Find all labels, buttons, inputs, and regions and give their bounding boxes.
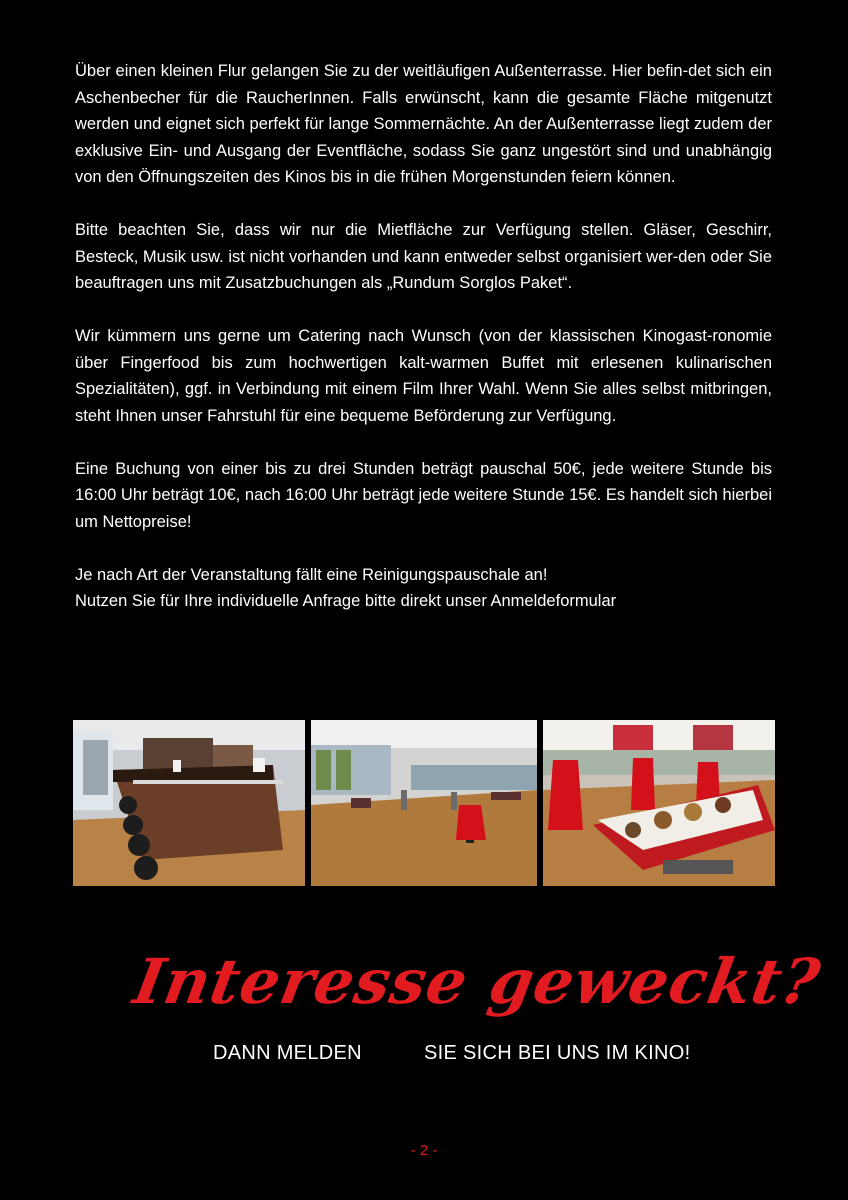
cleaning-fee-line: Je nach Art der Veranstaltung fällt eine Reinigungspauschale an! [75,565,548,584]
headline-sub-right: SIE SICH BEI UNS IM KINO! [424,1042,691,1064]
page-number: - 2 - [410,1142,438,1159]
paragraph-rental-note: Bitte beachten Sie, dass wir nur die Mietfläche zur Verfügung stellen. Gläser, Geschirr, Besteck, Musik usw. ist nicht vorhanden und kann entweder selbst organisiert wer-den oder Sie beauftragen uns mit Zusatzbuchungen als „Rundum Sorglos Paket“. [75,221,772,292]
photo-strip [73,720,775,886]
paragraph-pricing: Eine Buchung von einer bis zu drei Stunden beträgt pauschal 50€, jede weitere Stunde bis 16:00 Uhr beträgt 10€, nach 16:00 Uhr beträgt jede weitere Stunde 15€. Es handelt sich hierbei um Nettopreise! [75,459,772,531]
event-room-photo [311,720,537,886]
headline-script: Interesse geweckt? [128,945,826,1018]
paragraph-catering: Wir kümmern uns gerne um Catering nach Wunsch (von der klassischen Kinogast-ronomie über Fingerfood bis zum hochwertigen kalt-warmen Buffet mit erlesenen kulinarischen Spezialitäten), ggf. in Verbindung mit einem Film Ihrer Wahl. Wenn Sie alles selbst mitbringen, steht Ihnen unser Fahrstuhl für eine bequeme Beförderung zur Verfügung. [75,327,772,425]
bar-counter-photo [73,720,305,886]
buffet-photo [543,720,775,886]
paragraph-terrace: Über einen kleinen Flur gelangen Sie zu der weitläufigen Außenterrasse. Hier befin-det sich ein Aschenbecher für die RaucherInnen. Falls erwünscht, kann die gesamte Fläche mitgenutzt werden und eignet sich perfekt für lange Sommernächte. An der Außenterrasse liegt zudem der exklusive Ein- und Ausgang der Eventfläche, sodass Sie ganz ungestört sind und unabhängig von den Öffnungszeiten des Kinos bis in die frühen Morgenstunden feiern können. [75,62,772,186]
paragraph-cleaning [75,562,772,615]
registration-form-line: Nutzen Sie für Ihre individuelle Anfrage bitte direkt unser Anmeldeformular [75,592,617,610]
body-text [75,58,772,615]
headline-sub-left: DANN MELDEN [213,1042,362,1064]
